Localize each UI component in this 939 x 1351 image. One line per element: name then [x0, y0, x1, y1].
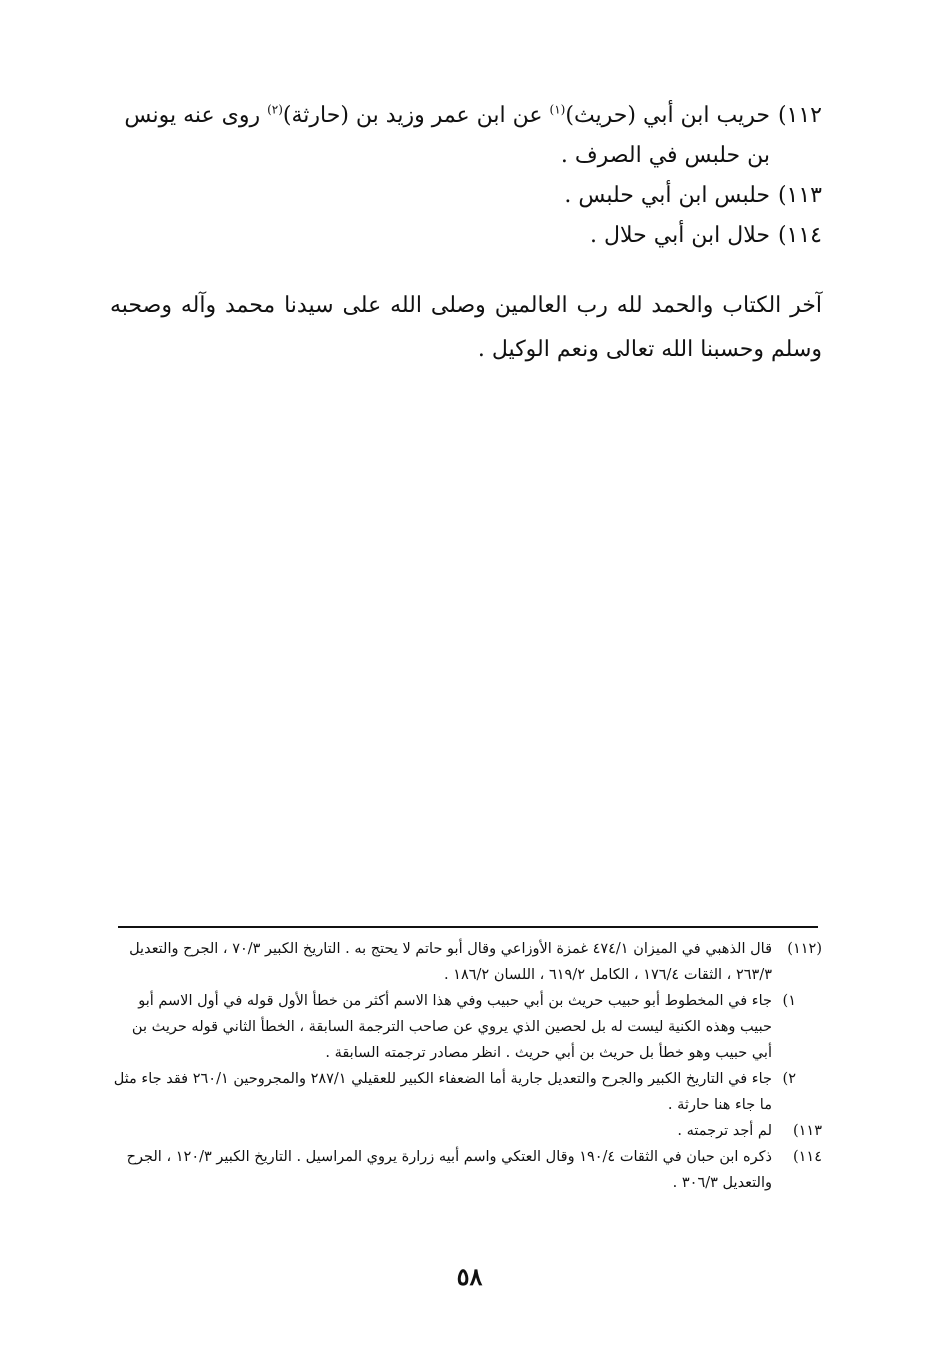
footnote-number: (١١٢)	[787, 941, 822, 957]
footnote-114	[110, 1144, 822, 1196]
footnote-112	[110, 936, 822, 988]
closing-paragraph: آخر الكتاب والحمد لله رب العالمين وصلى الله على سيدنا محمد وآله وصحبه وسلم وحسبنا الله تعالى ونعم الوكيل .	[110, 293, 822, 362]
main-entries	[110, 96, 822, 256]
entry-114	[110, 216, 822, 256]
page-number: ٥٨	[456, 1262, 483, 1291]
subnote-text: جاء في المخطوط أبو حبيب حريث بن أبي حبيب وفي هذا الاسم أكثر من خطأ الأول قوله في أول الاسم أبو حبيب وهذه الكنية ليست له بل لحصين الذي يروي عن صاحب الترجمة السابقة ، الخطأ الثاني قوله حريث بن أبي حبيب وهو خطأ بل حريث بن أبي حريث . انظر مصادر ترجمته السابقة .	[131, 993, 772, 1061]
entry-number: ١١٤)	[777, 223, 822, 248]
subnote-1	[110, 988, 822, 1066]
footnote-ref-2: (٢)	[267, 102, 283, 117]
entry-113	[110, 176, 822, 216]
entry-number: ١١٣)	[777, 183, 822, 208]
subnote-2	[110, 1066, 822, 1118]
footnote-text: ذكره ابن حبان في الثقات ١٩٠/٤ وقال العتكي واسم أبيه زرارة يروي المراسيل . التاريخ الكبير ١٢٠/٣ ، الجرح والتعديل ٣٠٦/٣ .	[126, 1149, 772, 1191]
entry-text-part-c: روى عنه يونس بن حلبس في الصرف .	[124, 103, 770, 168]
subnote-number: ١)	[782, 993, 796, 1009]
footnote-text: لم أجد ترجمته .	[677, 1123, 772, 1139]
subnote-number: ٢)	[782, 1071, 796, 1087]
entry-text: حلبس ابن أبي حلبس .	[564, 183, 770, 208]
entry-112	[110, 96, 822, 176]
footnote-number: ١١٤)	[792, 1149, 822, 1165]
entry-number: ١١٢)	[777, 103, 822, 128]
footnote-divider	[118, 926, 818, 928]
entry-text: حلال ابن أبي حلال .	[590, 223, 770, 248]
entry-text-part-b: عن ابن عمر وزيد بن (حارثة)	[282, 103, 550, 128]
footnote-text: قال الذهبي في الميزان ٤٧٤/١ غمزة الأوزاعي وقال أبو حاتم لا يحتج به . التاريخ الكبير ٧٠/٣ ، الجرح والتعديل ٢٦٣/٣ ، الثقات ١٧٦/٤ ، الكامل ٦١٩/٢ ، اللسان ١٨٦/٢ .	[129, 941, 772, 983]
footnote-113	[110, 1118, 822, 1144]
subnote-text: جاء في التاريخ الكبير والجرح والتعديل جارية أما الضعفاء الكبير للعقيلي ٢٨٧/١ والمجروحين ٢٦٠/١ فقد جاء مثل ما جاء هنا حارثة .	[113, 1071, 772, 1113]
footnote-number: ١١٣)	[792, 1123, 822, 1139]
entry-text-part-a: حريب ابن أبي (حريث)	[565, 103, 770, 128]
footnotes-section	[110, 936, 822, 1196]
footnote-ref-1: (١)	[549, 102, 566, 117]
